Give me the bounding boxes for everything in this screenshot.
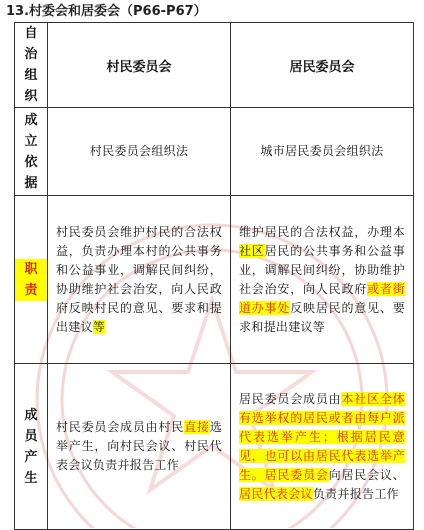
row-label-duty: 职 责 — [15, 196, 48, 364]
basis-village-cell: 村民委员会组织法 — [48, 108, 231, 196]
row-formation — [15, 364, 414, 530]
column-header-resident: 居民委员会 — [231, 23, 414, 108]
formation-village-cell: 村民委员会成员由村民直接选举产生，向村民会议、村民代表会议负责并报告工作 — [48, 364, 231, 530]
row-label-formation: 成 员 产 生 — [15, 364, 48, 530]
corner-header: 自 治 组 织 — [15, 23, 48, 108]
section-title: 13.村委会和居委会（P66-P67） — [6, 4, 207, 19]
duty-village-cell: 村民委员会维护村民的合法权益，负责办理本村的公共事务和公益事业，调解民间纠纷，协助维护社会治安，向人民政府反映村民的意见、要求和提出建议等 — [48, 196, 231, 364]
column-header-village: 村民委员会 — [48, 23, 231, 108]
header-row — [15, 23, 414, 108]
row-duty — [15, 196, 414, 364]
comparison-table — [14, 22, 414, 530]
duty-resident-cell: 维护居民的合法权益，办理本社区居民的公共事务和公益事业，调解民间纠纷，协助维护社会治安，向人民政府或者街道办事处反映居民的意见、要求和提出建议等 — [231, 196, 414, 364]
basis-resident-cell: 城市居民委员会组织法 — [231, 108, 414, 196]
row-label-basis: 成 立 依 据 — [15, 108, 48, 196]
row-basis — [15, 108, 414, 196]
formation-resident-cell: 居民委员会成员由本社区全体有选举权的居民或者由每户派代表选举产生；根据居民意见，也可以由居民代表选举产生。居民委员会向居民会议、居民代表会议负责并报告工作 — [231, 364, 414, 530]
